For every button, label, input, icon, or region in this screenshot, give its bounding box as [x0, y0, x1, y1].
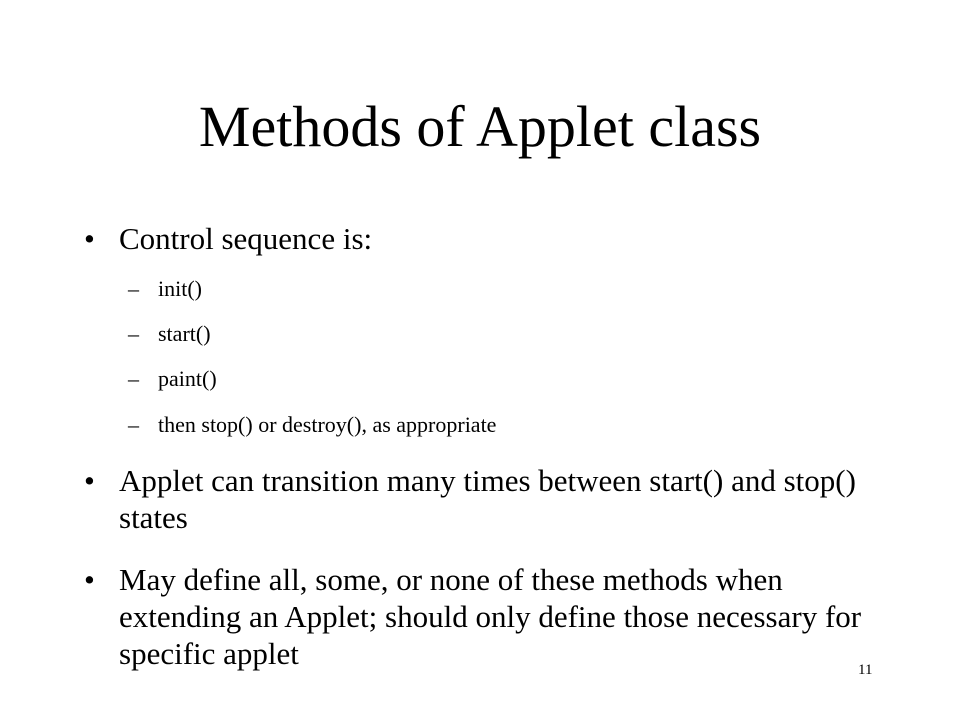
bullet-transition: [84, 462, 864, 536]
bullet-text: May define all, some, or none of these methods when extending an Applet; should only define those necessary for specific applet: [119, 562, 862, 671]
bullet-control-sequence: [84, 220, 864, 257]
bullet-marker: •: [84, 463, 95, 498]
sub-item-text: start(): [158, 321, 211, 346]
sub-item-text: init(): [158, 276, 202, 301]
sub-item-text: then stop() or destroy(), as appropriate: [158, 412, 497, 437]
sub-item-text: paint(): [158, 366, 217, 391]
bullet-text: Applet can transition many times between start() and stop() states: [119, 463, 856, 535]
dash-marker: –: [128, 321, 139, 346]
bullet-marker: •: [84, 221, 95, 256]
slide-title: Methods of Applet class: [198, 94, 762, 159]
sub-item-init: [128, 276, 202, 302]
dash-marker: –: [128, 276, 139, 301]
sub-item-start: [128, 321, 211, 347]
sub-item-paint: [128, 366, 217, 392]
page-number: 11: [858, 662, 873, 678]
sub-item-stop-destroy: [128, 412, 496, 438]
bullet-marker: •: [84, 562, 95, 597]
dash-marker: –: [128, 366, 139, 391]
dash-marker: –: [128, 412, 139, 437]
bullet-text: Control sequence is:: [119, 221, 373, 256]
bullet-define-methods: [84, 561, 864, 672]
